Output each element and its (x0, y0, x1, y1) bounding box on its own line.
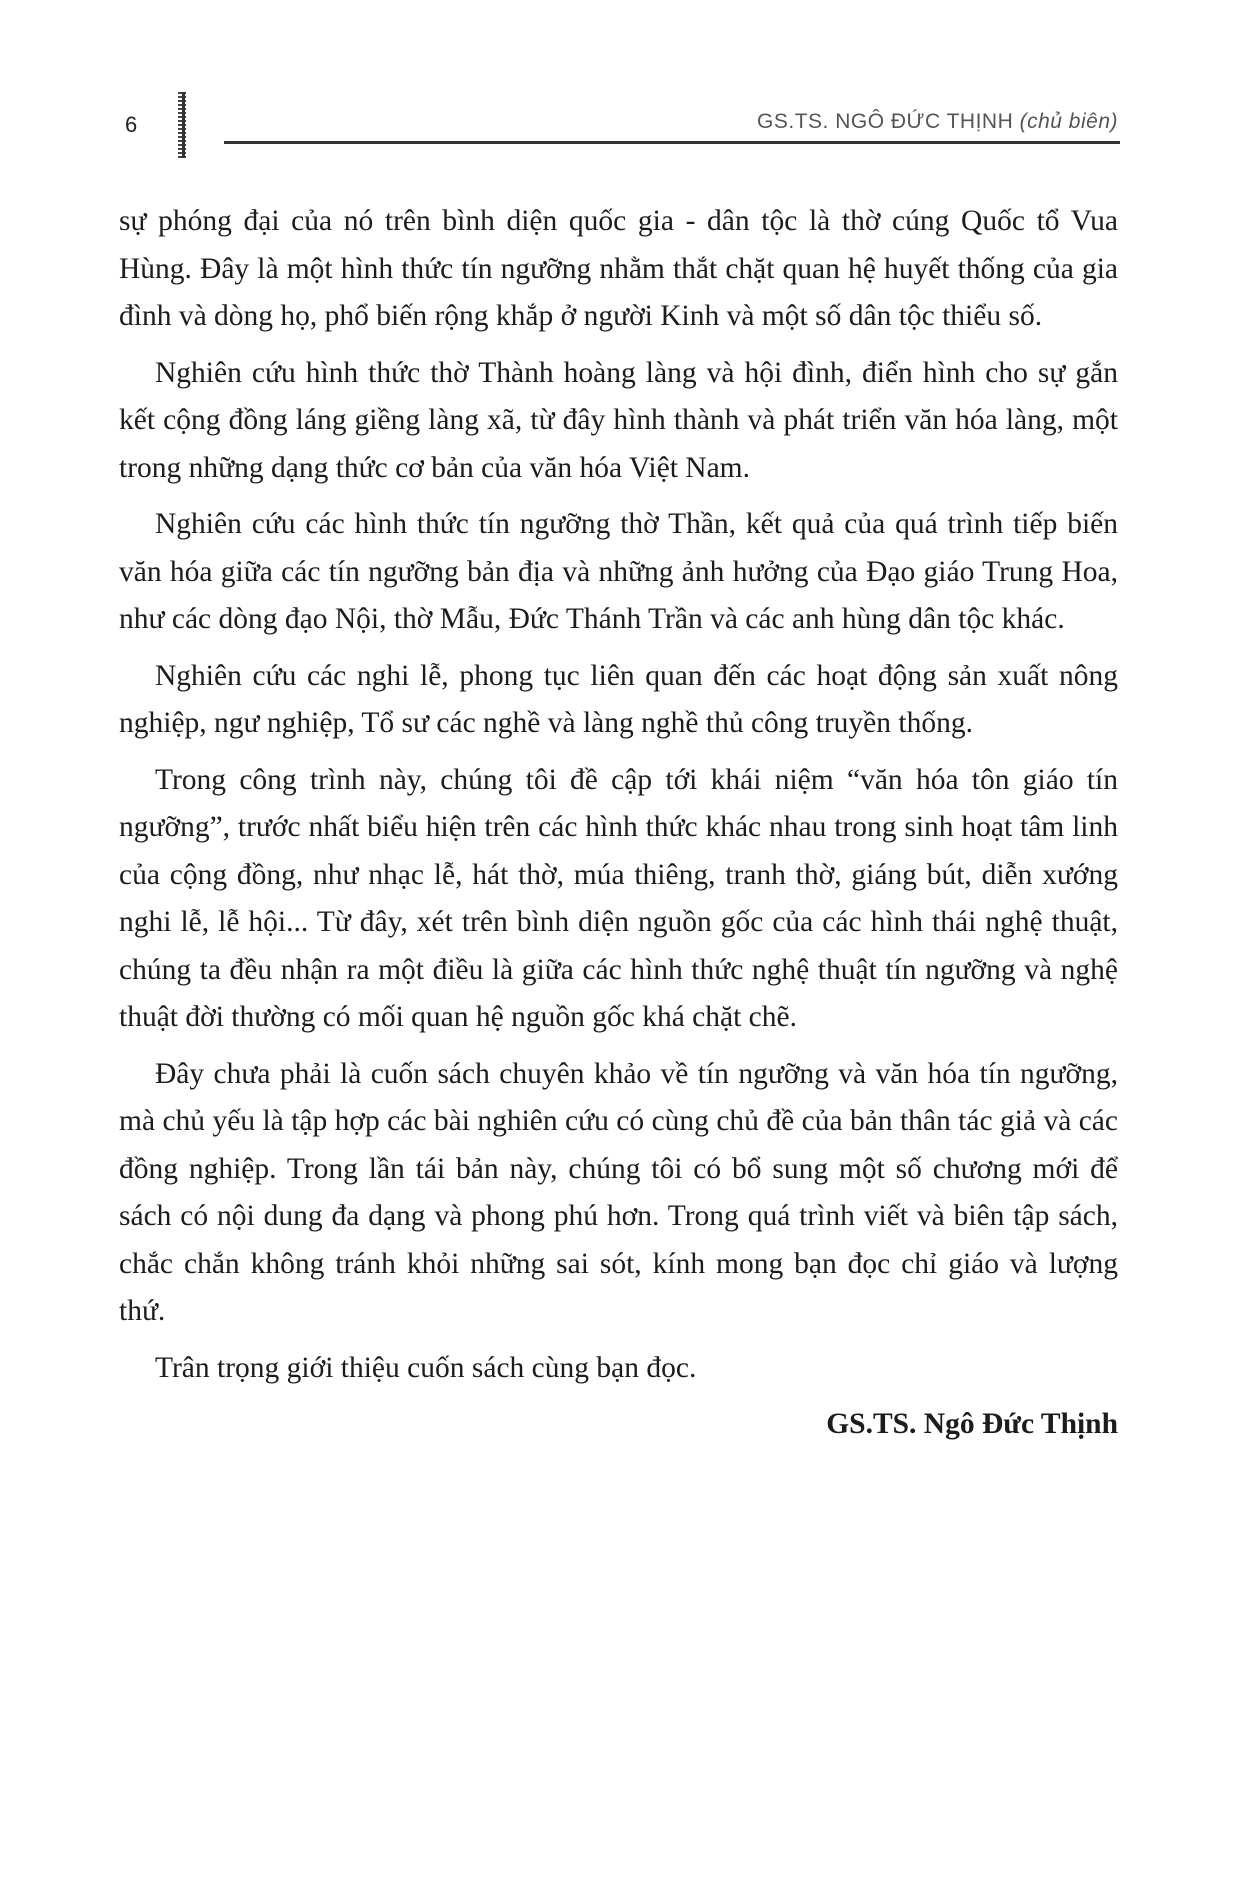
signature: GS.TS. Ngô Đức Thịnh (826, 1408, 1118, 1440)
paragraph-4: Nghiên cứu các nghi lễ, phong tục liên quan đến các hoạt động sản xuất nông nghiệp, ngư nghiệp, Tổ sư các nghề và làng nghề thủ công truyền thống. (119, 659, 1118, 739)
page-number: 6 (125, 112, 138, 137)
body-text (119, 198, 1118, 1458)
paragraph-3: Nghiên cứu các hình thức tín ngưỡng thờ Thần, kết quả của quá trình tiếp biến văn hóa giữa các tín ngưỡng bản địa và những ảnh hưởng của Đạo giáo Trung Hoa, như các dòng đạo Nội, thờ Mẫu, Đức Thánh Trần và các anh hùng dân tộc khác. (119, 508, 1118, 635)
paragraph-7: Trân trọng giới thiệu cuốn sách cùng bạn đọc. (155, 1351, 697, 1384)
paragraph-6: Đây chưa phải là cuốn sách chuyên khảo về tín ngưỡng và văn hóa tín ngưỡng, mà chủ yếu là tập hợp các bài nghiên cứu có cùng chủ đề của bản thân tác giả và các đồng nghiệp. Trong lần tái bản này, chúng tôi có bổ sung một số chương mới để sách có nội dung đa dạng và phong phú hơn. Trong quá trình viết và biên tập sách, chắc chắn không tránh khỏi những sai sót, kính mong bạn đọc chỉ giáo và lượng thứ. (119, 1057, 1118, 1327)
header-rule (224, 141, 1120, 144)
running-head-editor: (chủ biên) (1019, 110, 1118, 133)
running-head (757, 110, 1118, 134)
paragraph-5: Trong công trình này, chúng tôi đề cập tới khái niệm “văn hóa tôn giáo tín ngưỡng”, trước nhất biểu hiện trên các hình thức khác nhau trong sinh hoạt tâm linh của cộng đồng, như nhạc lễ, hát thờ, múa thiêng, tranh thờ, giáng bút, diễn xướng nghi lễ, lễ hội... Từ đây, xét trên bình diện nguồn gốc của các hình thái nghệ thuật, chúng ta đều nhận ra một điều là giữa các hình thức nghệ thuật tín ngưỡng và nghệ thuật đời thường có mối quan hệ nguồn gốc khá chặt chẽ. (119, 763, 1118, 1033)
header-ornament-bar (182, 92, 185, 158)
page-header (0, 0, 1260, 170)
running-head-author: GS.TS. NGÔ ĐỨC THỊNH (757, 110, 1014, 133)
paragraph-2: Nghiên cứu hình thức thờ Thành hoàng làng và hội đình, điển hình cho sự gắn kết cộng đồng láng giềng làng xã, từ đây hình thành và phát triển văn hóa làng, một trong những dạng thức cơ bản của văn hóa Việt Nam. (119, 356, 1118, 484)
paragraph-1: sự phóng đại của nó trên bình diện quốc gia - dân tộc là thờ cúng Quốc tổ Vua Hùng. Đây là một hình thức tín ngưỡng nhằm thắt chặt quan hệ huyết thống của gia đình và dòng họ, phổ biến rộng khắp ở người Kinh và một số dân tộc thiểu số. (119, 205, 1118, 332)
